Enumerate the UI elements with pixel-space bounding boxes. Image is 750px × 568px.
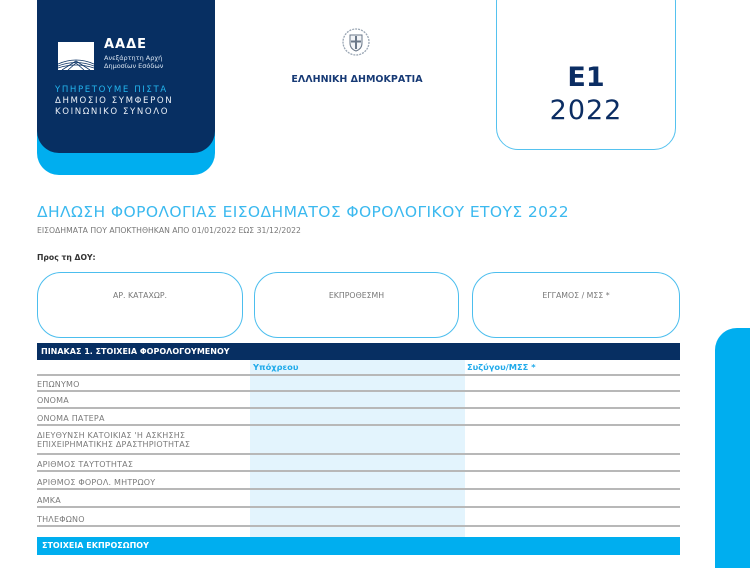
page-title: ΔΗΛΩΣΗ ΦΟΡΟΛΟΓΙΑΣ ΕΙΣΟΔΗΜΑΤΟΣ ΦΟΡΟΛΟΓΙΚΟΥ ΕΤΟΥΣ 2022 — [37, 203, 569, 221]
row-label-line2: ΕΠΙΧΕΙΡΗΜΑΤΙΚΗΣ ΔΡΑΣΤΗΡΙΟΤΗΤΑΣ — [37, 440, 191, 449]
row-label: ΑΡΙΘΜΟΣ ΤΑΥΤΟΤΗΤΑΣ — [37, 460, 134, 469]
government-label: ΕΛΛΗΝΙΚΗ ΔΗΜΟΚΡΑΤΙΑ — [291, 74, 423, 85]
aade-logo-panel — [37, 0, 215, 153]
spouse-input-cells[interactable] — [465, 376, 680, 526]
field-label: ΕΓΓΑΜΟΣ / ΜΣΣ * — [542, 291, 610, 300]
late-filing-field[interactable] — [254, 272, 459, 338]
obligor-input-cells[interactable] — [250, 376, 465, 526]
agency-name: ΑΑΔΕ — [104, 37, 148, 52]
field-label: ΑΡ. ΚΑΤΑΧΩΡ. — [112, 291, 167, 300]
column-header-obligor: Υπόχρεου — [253, 362, 299, 372]
aade-logo-icon — [58, 42, 94, 70]
column-header-spouse: Συζύγου/ΜΣΣ * — [467, 362, 536, 372]
registration-number-field[interactable] — [37, 272, 243, 338]
row-label: ΕΠΩΝΥΜΟ — [37, 380, 80, 389]
row-label: ΤΗΛΕΦΩΝΟ — [37, 515, 85, 524]
married-status-field[interactable] — [472, 272, 680, 338]
tax-office-label: Προς τη ΔΟΥ: — [37, 253, 96, 262]
representative-section-title: ΣΤΟΙΧΕΙΑ ΕΚΠΡΟΣΩΠΟΥ — [37, 537, 680, 555]
agency-slogan: ΔΗΜΟΣΙΟ ΣΥΜΦΕΡΟΝ — [55, 96, 174, 106]
agency-subtitle: Δημοσίων Εσόδων — [104, 62, 164, 70]
greek-coat-of-arms-icon — [342, 28, 370, 56]
table-header-row — [37, 360, 680, 376]
page-subtitle: ΕΙΣΟΔΗΜΑΤΑ ΠΟΥ ΑΠΟΚΤΗΘΗΚΑΝ ΑΠΟ 01/01/2022 ΕΩΣ 31/12/2022 — [37, 226, 301, 235]
row-label: ΑΜΚΑ — [37, 496, 61, 505]
agency-slogan: ΚΟΙΝΩΝΙΚΟ ΣΥΝΟΛΟ — [55, 107, 170, 117]
field-label: ΕΚΠΡΟΘΕΣΜΗ — [328, 291, 385, 300]
row-label: ΔΙΕΥΘΥΝΣΗ ΚΑΤΟΙΚΙΑΣ 'Η ΑΣΚΗΣΗΣ — [37, 431, 186, 440]
row-label: ΑΡΙΘΜΟΣ ΦΟΡΟΛ. ΜΗΤΡΩΟΥ — [37, 478, 156, 487]
side-tab-decoration — [715, 328, 750, 568]
agency-subtitle: Ανεξάρτητη Αρχή — [104, 54, 163, 62]
row-label: ΟΝΟΜΑ — [37, 396, 69, 405]
table1-title: ΠΙΝΑΚΑΣ 1. ΣΤΟΙΧΕΙΑ ΦΟΡΟΛΟΓΟΥΜΕΝΟΥ — [37, 343, 680, 360]
form-year: 2022 — [549, 95, 623, 126]
row-label: ΟΝΟΜΑ ΠΑΤΕΡΑ — [37, 414, 105, 423]
form-code: Ε1 — [567, 62, 605, 93]
agency-slogan: ΥΠΗΡΕΤΟΥΜΕ ΠΙΣΤΑ — [55, 85, 168, 95]
